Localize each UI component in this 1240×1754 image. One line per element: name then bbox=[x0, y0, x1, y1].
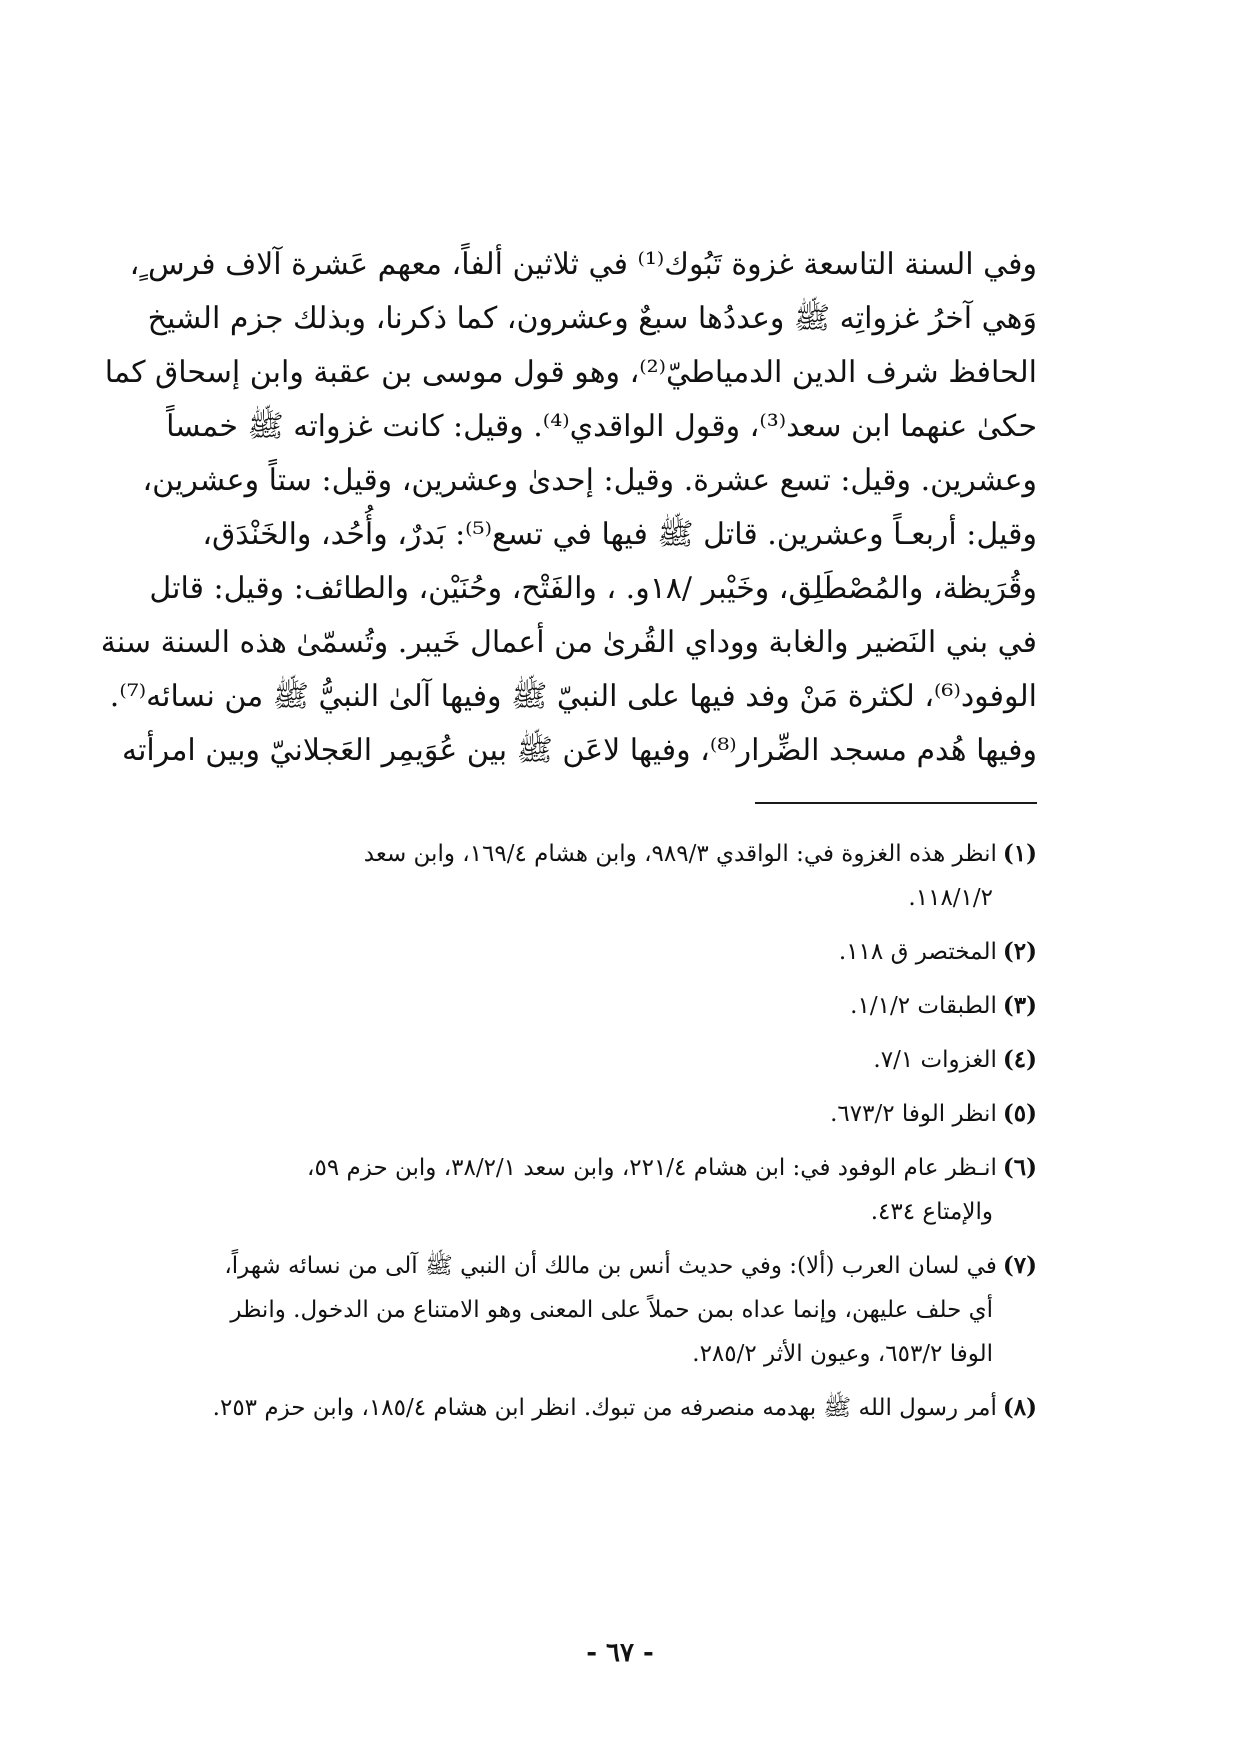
footnote-line bbox=[205, 1386, 1037, 1430]
footnote-text: انـظر عام الوفود في: ابن هشام ٢٢١/٤، وابن سعد ٣٨/٢/١، وابن حزم ٥٩، bbox=[307, 1155, 997, 1181]
page-number: - ٦٧ - bbox=[586, 1638, 654, 1668]
footnote-number: (٧) bbox=[1002, 1252, 1037, 1279]
footnote-line: ١١٨/١/٢. bbox=[908, 885, 993, 911]
footnote-line bbox=[205, 1244, 1037, 1288]
main-text-line: وفيها هُدم مسجد الضِّرار⁽⁸⁾، وفيها لاعَن ﷺ بين عُوَيمِر العَجلانيّ وبين امرأته bbox=[122, 733, 1037, 768]
footnote-4 bbox=[205, 1038, 1037, 1082]
footnote-line bbox=[205, 1146, 1037, 1190]
main-text-line: الحافظ شرف الدين الدمياطيّ⁽²⁾، وهو قول موسى بن عقبة وابن إسحاق كما bbox=[104, 355, 1037, 390]
footnote-text: انظر هذه الغزوة في: الواقدي ٩٨٩/٣، وابن هشام ١٦٩/٤، وابن سعد bbox=[363, 841, 997, 867]
footnote-line: أي حلف عليهن، وإنما عداه بمن حملاً على المعنى وهو الامتناع من الدخول. وانظر bbox=[230, 1297, 993, 1323]
footnote-text: المختصر ق ١١٨. bbox=[838, 939, 997, 965]
footnote-number: (٤) bbox=[1002, 1046, 1037, 1073]
footnotes bbox=[205, 832, 1037, 1440]
main-text-line: حكىٰ عنهما ابن سعد⁽³⁾، وقول الواقدي⁽⁴⁾. وقيل: كانت غزواته ﷺ خمساً bbox=[166, 409, 1037, 444]
footnote-line bbox=[205, 984, 1037, 1028]
footnote-line bbox=[205, 832, 1037, 876]
footnote-line: الوفا ٦٥٣/٢، وعيون الأثر ٢٨٥/٢. bbox=[692, 1341, 993, 1367]
footnote-text: أمر رسول الله ﷺ بهدمه منصرفه من تبوك. انظر ابن هشام ١٨٥/٤، وابن حزم ٢٥٣. bbox=[212, 1395, 997, 1421]
footnote-number: (١) bbox=[1002, 840, 1037, 867]
footnote-5 bbox=[205, 1092, 1037, 1136]
main-text-line: وقيل: أربعـاً وعشرين. قاتل ﷺ فيها في تسع⁽⁵⁾: بَدرٌ، وأُحُد، والخَنْدَق، bbox=[202, 517, 1037, 552]
footnote-text: في لسان العرب (ألا): وفي حديث أنس بن مالك أن النبي ﷺ آلى من نسائه شهراً، bbox=[224, 1253, 997, 1279]
footnote-1 bbox=[205, 832, 1037, 920]
footnote-3 bbox=[205, 984, 1037, 1028]
footnote-line: والإمتاع ٤٣٤. bbox=[870, 1199, 993, 1225]
footnote-line bbox=[205, 1038, 1037, 1082]
main-text-line: وَهي آخرُ غزواتِه ﷺ وعددُها سبعٌ وعشرون، كما ذكرنا، وبذلك جزم الشيخ bbox=[147, 301, 1037, 336]
footnote-number: (٣) bbox=[1002, 992, 1037, 1019]
footnote-number: (٦) bbox=[1002, 1154, 1037, 1181]
main-text-line: وقُرَيظة، والمُصْطَلِق، وخَيْبر /١٨و. ، والفَتْح، وحُنَيْن، والطائف: وقيل: قاتل bbox=[149, 571, 1037, 606]
main-text-line: وعشرين. وقيل: تسع عشرة. وقيل: إحدىٰ وعشرين، وقيل: ستاً وعشرين، bbox=[142, 463, 1037, 498]
footnote-number: (٢) bbox=[1002, 938, 1037, 965]
main-text bbox=[100, 238, 1037, 778]
footnote-number: (٨) bbox=[1002, 1394, 1037, 1421]
footnote-text: الطبقات ١/١/٢. bbox=[850, 993, 997, 1019]
footnote-line bbox=[205, 930, 1037, 974]
footnote-7 bbox=[205, 1244, 1037, 1376]
footnote-2 bbox=[205, 930, 1037, 974]
footnote-text: الغزوات ٧/١. bbox=[873, 1047, 997, 1073]
footnote-6 bbox=[205, 1146, 1037, 1234]
footnote-line bbox=[205, 1092, 1037, 1136]
footnote-text: انظر الوفا ٦٧٣/٢. bbox=[830, 1101, 997, 1127]
footnote-8 bbox=[205, 1386, 1037, 1430]
main-text-line: وفي السنة التاسعة غزوة تَبُوك⁽¹⁾ في ثلاثين ألفاً، معهم عَشرة آلاف فرس ٍ، bbox=[129, 247, 1037, 282]
footnote-separator bbox=[755, 802, 1037, 804]
main-text-line: الوفود⁽⁶⁾، لكثرة مَنْ وفد فيها على النبيّ ﷺ وفيها آلىٰ النبيُّ ﷺ من نسائه⁽⁷⁾. bbox=[109, 679, 1037, 714]
footnote-number: (٥) bbox=[1002, 1100, 1037, 1127]
main-text-line: في بني النَضير والغابة ووداي القُرىٰ من أعمال خَيبر. وتُسمّىٰ هذه السنة سنة bbox=[100, 625, 1037, 660]
